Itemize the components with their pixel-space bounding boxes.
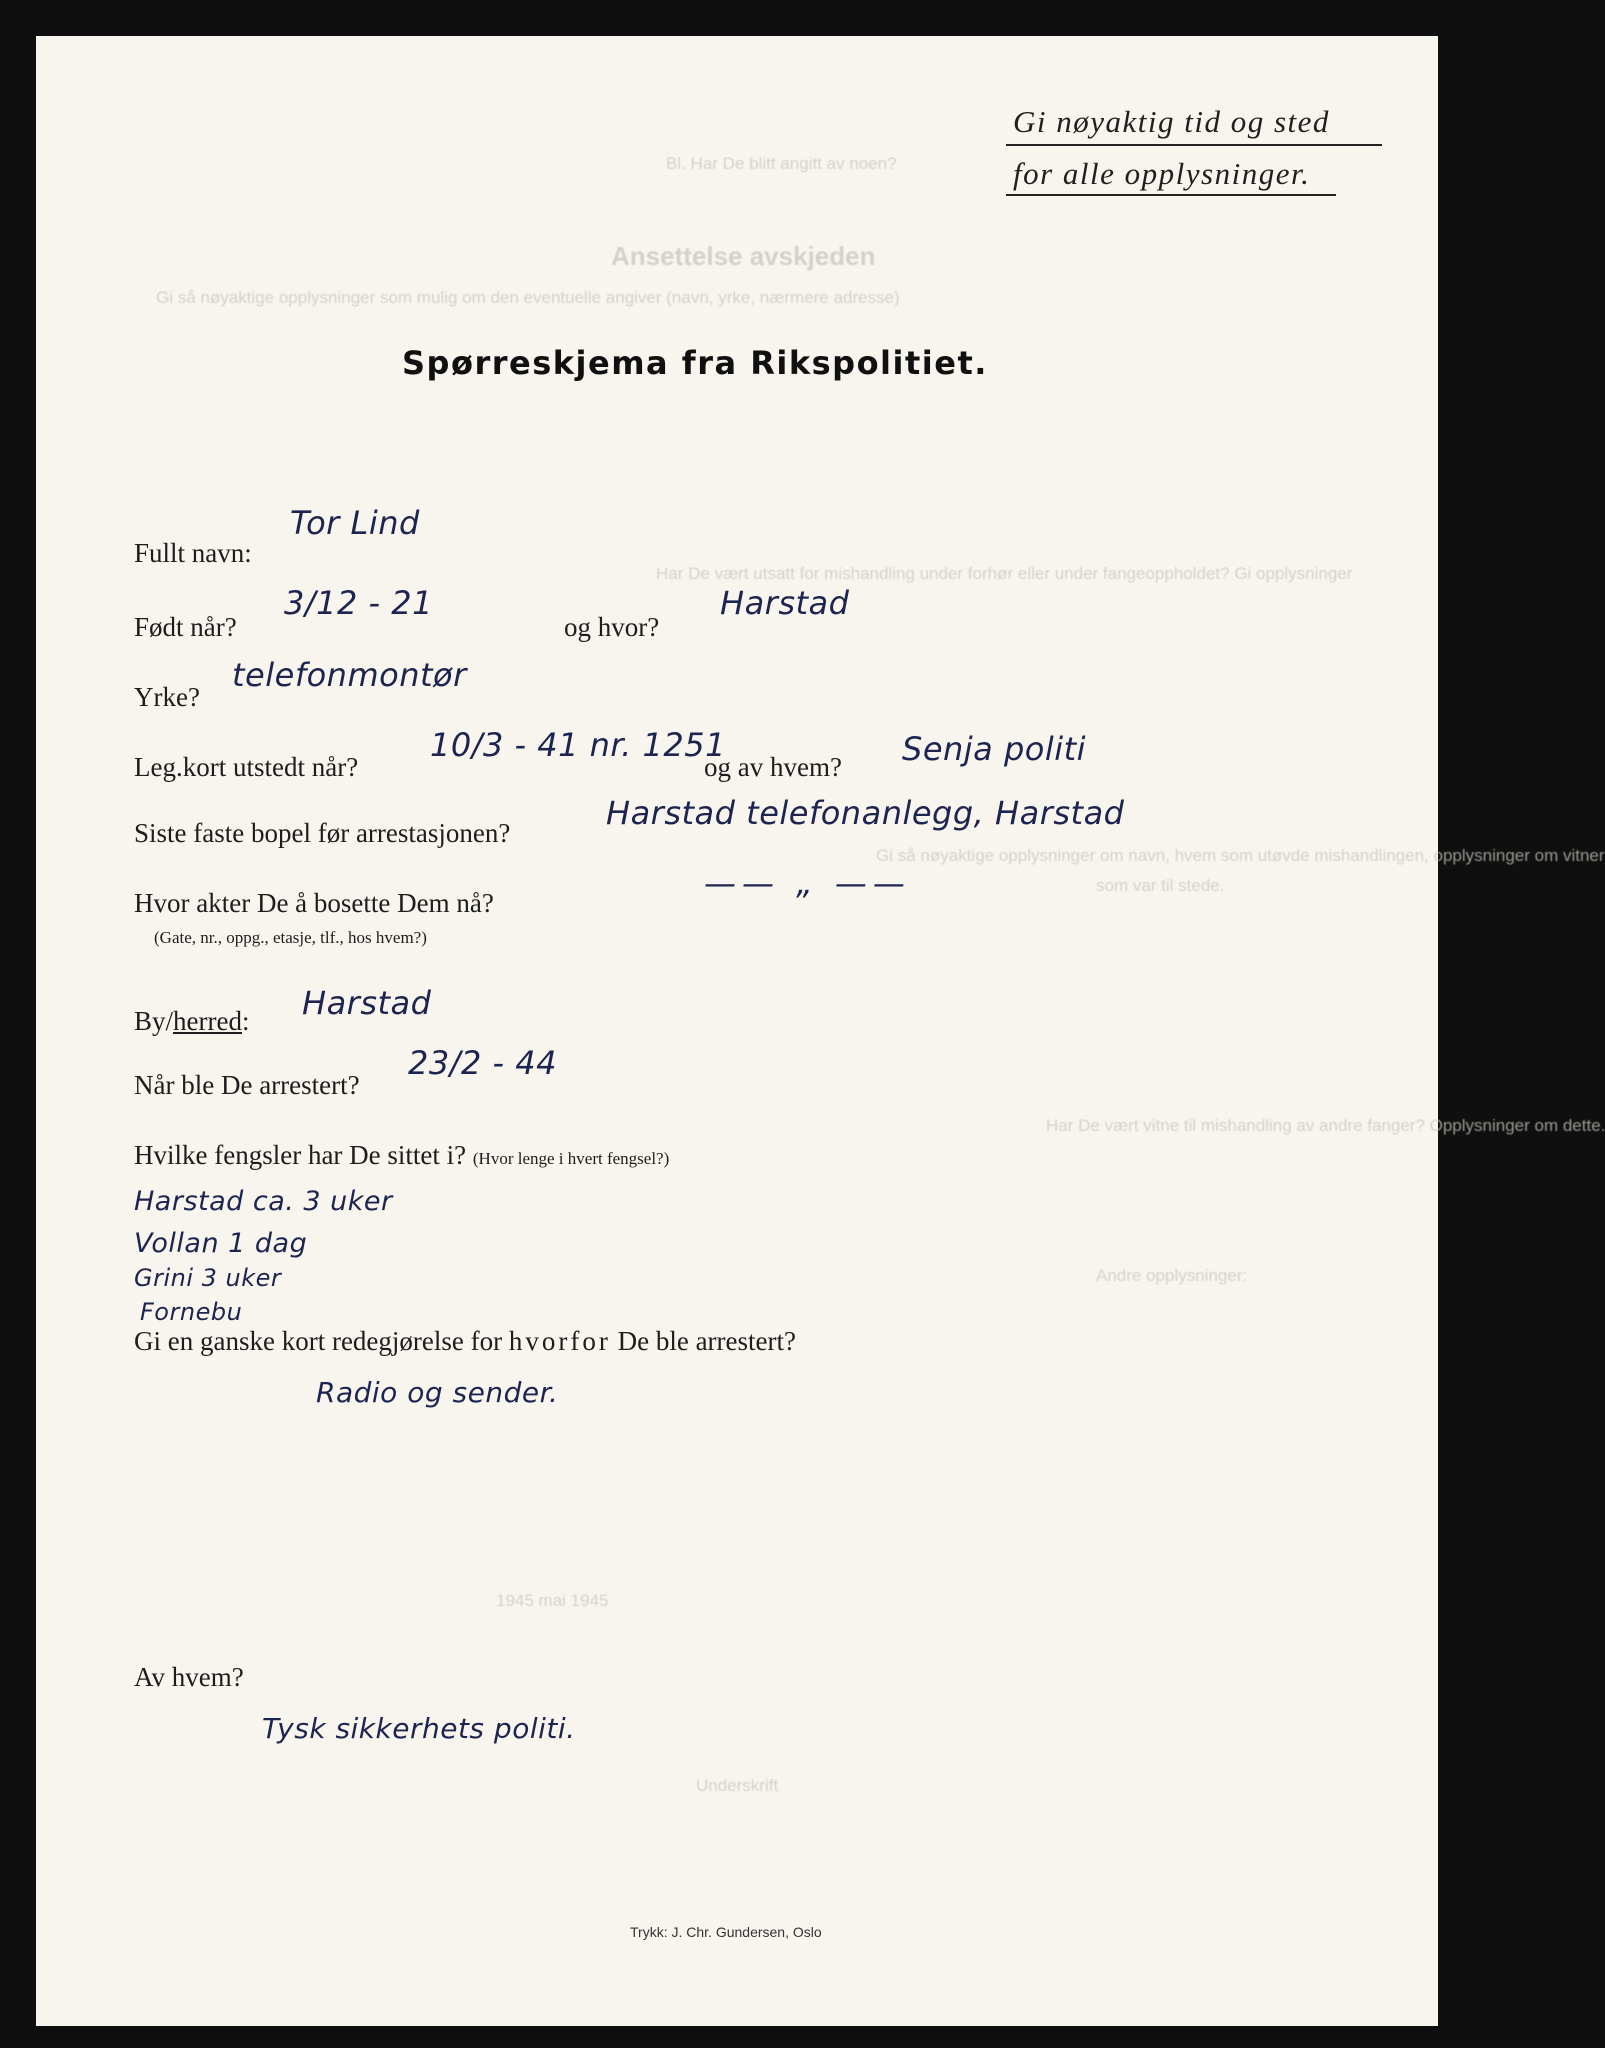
value-redegjorelse: Radio og sender. — [316, 1376, 559, 1409]
bleed-through-text: Gi så nøyaktige opplysninger som mulig om den eventuelle angiver (navn, yrke, nærmere adresse) — [156, 288, 900, 307]
label-bosette: Hvor akter De å bosette Dem nå? — [134, 888, 494, 918]
sublabel-bosette: (Gate, nr., oppg., etasje, tlf., hos hvem?) — [154, 928, 427, 947]
bleed-through-text: Bl. Har De blitt angitt av noen? — [666, 154, 897, 173]
bleed-through-text: Gi så nøyaktige opplysninger om navn, hvem som utøvde mishandlingen, opplysninger om vitner — [876, 846, 1605, 865]
label-arrestert: Når ble De arrestert? — [134, 1070, 360, 1100]
value-av-hvem: Tysk sikkerhets politi. — [262, 1712, 576, 1745]
label-fengsler — [134, 1140, 669, 1171]
label-redegjorelse — [134, 1326, 796, 1357]
value-arrestert: 23/2 - 44 — [408, 1044, 557, 1082]
bleed-through-text: som var til stede. — [1096, 876, 1225, 895]
value-fengsel-2: Vollan 1 dag — [134, 1228, 308, 1259]
bleed-through-text: Underskrift — [696, 1776, 779, 1795]
value-by-herred: Harstad — [302, 984, 432, 1022]
sublabel-fengsler: (Hvor lenge i hvert fengsel?) — [472, 1149, 670, 1168]
note-line-2: for alle opplysninger. — [1013, 156, 1311, 191]
bleed-through-text: Andre opplysninger: — [1096, 1266, 1248, 1285]
bleed-through-text: Har De vært utsatt for mishandling under forhør eller under fangeoppholdet? Gi opplysninger — [656, 564, 1353, 583]
value-yrke: telefonmontør — [232, 656, 467, 694]
value-fengsel-1: Harstad ca. 3 uker — [134, 1186, 393, 1217]
note-line-1: Gi nøyaktig tid og sted — [1013, 104, 1330, 139]
label-by-herred: By/herred: — [134, 1006, 250, 1036]
value-bosette: —— „ —— — [704, 864, 911, 902]
label-fengsler-main: Hvilke fengsler har De sittet i? — [134, 1140, 467, 1170]
printer-footer: Trykk: J. Chr. Gundersen, Oslo — [630, 1924, 822, 1940]
label-og-hvor: og hvor? — [564, 612, 660, 642]
value-legkort: 10/3 - 41 nr. 1251 — [430, 726, 726, 764]
label-fullt-navn: Fullt navn: — [134, 538, 252, 568]
bleed-through-text: Har De vært vitne til mishandling av andre fanger? Opplysninger om dette. — [1046, 1116, 1605, 1135]
label-fodt-nar: Født når? — [134, 612, 237, 642]
note-rule-1 — [1006, 144, 1382, 146]
bleed-through-text: Ansettelse avskjeden — [611, 241, 876, 271]
label-by: By — [134, 1006, 166, 1036]
note-rule-2 — [1006, 194, 1336, 196]
value-fengsel-4: Fornebu — [140, 1298, 243, 1326]
label-redegjorelse-c: De ble arrestert? — [617, 1326, 796, 1356]
label-yrke: Yrke? — [134, 682, 200, 712]
value-av-hvem-legkort: Senja politi — [902, 730, 1087, 768]
form-page — [36, 36, 1605, 2026]
label-herred: herred — [173, 1006, 242, 1036]
value-og-hvor: Harstad — [720, 584, 850, 622]
value-fodt-nar: 3/12 - 21 — [284, 584, 433, 622]
label-colon: : — [241, 1006, 250, 1036]
label-redegjorelse-b: hvorfor — [508, 1326, 611, 1356]
bleed-through-text: 1945 mai 1945 — [496, 1591, 609, 1610]
label-av-hvem: Av hvem? — [134, 1662, 244, 1692]
label-siste-bopel: Siste faste bopel før arrestasjonen? — [134, 818, 511, 848]
label-legkort: Leg.kort utstedt når? — [134, 752, 359, 782]
value-siste-bopel: Harstad telefonanlegg, Harstad — [606, 794, 1125, 832]
value-fengsel-3: Grini 3 uker — [134, 1264, 282, 1292]
label-redegjorelse-a: Gi en ganske kort redegjørelse for — [134, 1326, 503, 1356]
form-title: Spørreskjema fra Rikspolitiet. — [402, 344, 988, 382]
label-av-hvem-legkort: og av hvem? — [704, 752, 842, 782]
value-fullt-navn: Tor Lind — [290, 504, 420, 542]
